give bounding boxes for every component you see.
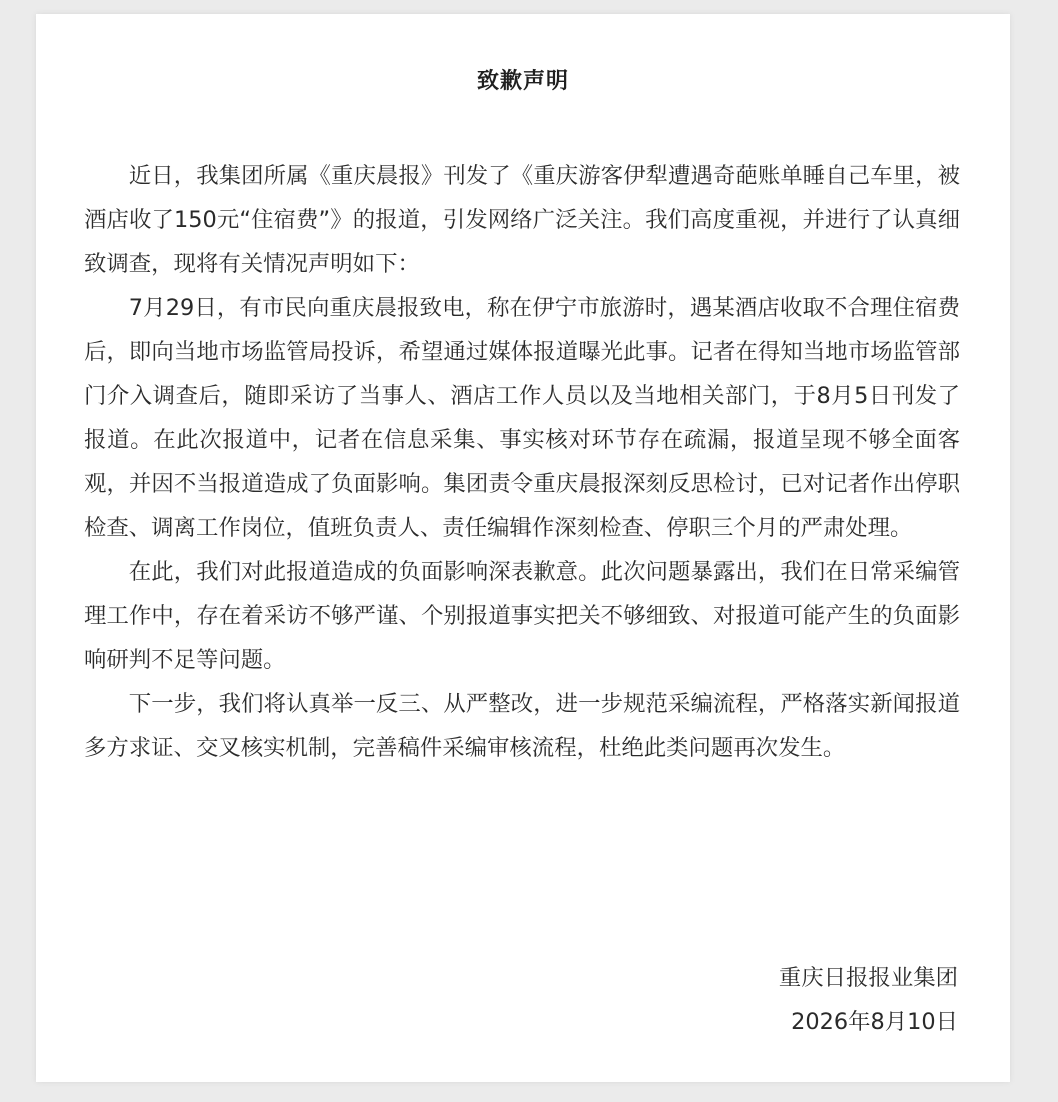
signature-organization: 重庆日报报业集团 — [778, 965, 958, 991]
signature-block — [779, 956, 958, 1044]
paragraph-1: 近日，我集团所属《重庆晨报》刊发了《重庆游客伊犁遭遇奇葩账单睡自己车里，被酒店收了150元“住宿费”》的报道，引发网络广泛关注。我们高度重视，并进行了认真细致调查，现将有关情况声明如下： — [84, 163, 960, 277]
paragraph-3: 在此，我们对此报道造成的负面影响深表歉意。此次问题暴露出，我们在日常采编管理工作中，存在着采访不够严谨、个别报道事实把关不够细致、对报道可能产生的负面影响研判不足等问题。 — [84, 559, 960, 673]
paragraph-4: 下一步，我们将认真举一反三、从严整改，进一步规范采编流程，严格落实新闻报道多方求证、交叉核实机制，完善稿件采编审核流程，杜绝此类问题再次发生。 — [84, 691, 960, 761]
document-title: 致歉声明 — [476, 69, 569, 94]
paragraph-2: 7月29日，有市民向重庆晨报致电，称在伊宁市旅游时，遇某酒店收取不合理住宿费后，即向当地市场监管局投诉，希望通过媒体报道曝光此事。记者在得知当地市场监管部门介入调查后，随即采访了当事人、酒店工作人员以及当地相关部门，于8月5日刊发了报道。在此次报道中，记者在信息采集、事实核对环节存在疏漏，报道呈现不够全面客观，并因不当报道造成了负面影响。集团责令重庆晨报深刻反思检讨，已对记者作出停职检查、调离工作岗位，值班负责人、责任编辑作深刻检查、停职三个月的严肃处理。 — [84, 295, 960, 541]
document-page — [36, 14, 1010, 1082]
document-body — [84, 154, 960, 770]
signature-date: 2026年8月10日 — [791, 1009, 958, 1035]
